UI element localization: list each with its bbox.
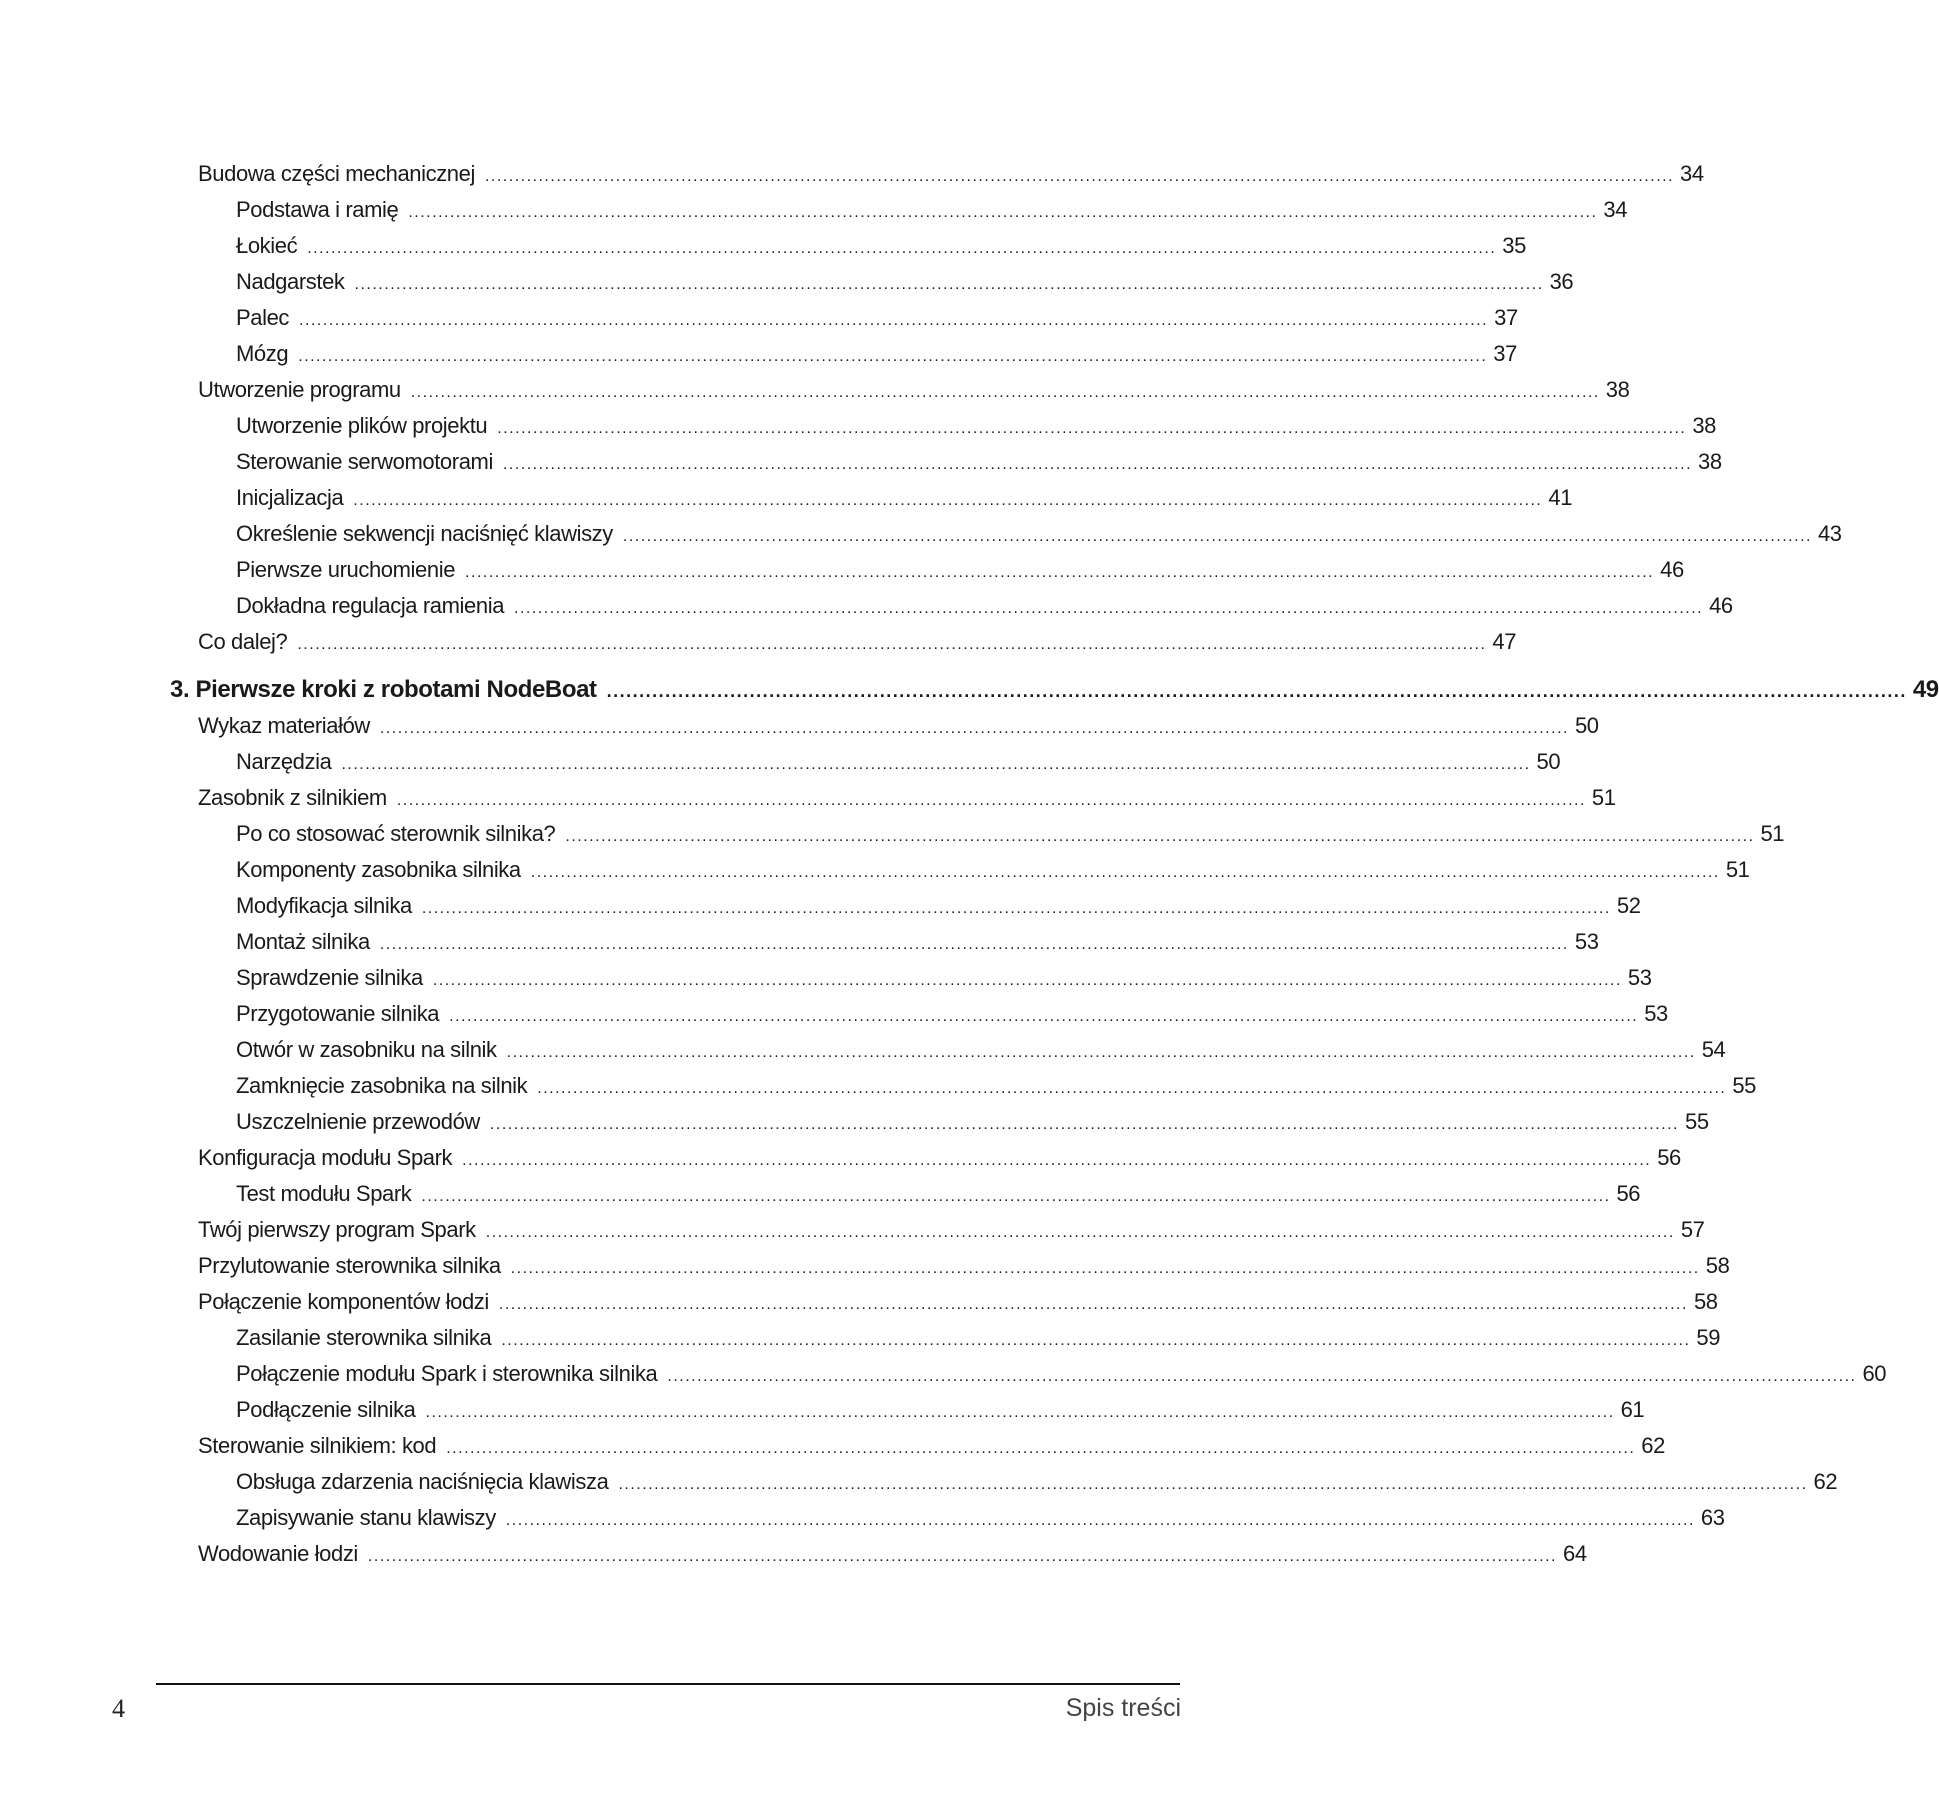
toc-entry-title: Narzędzia — [236, 749, 332, 774]
toc-entry — [236, 480, 1573, 516]
dot-leader: ........................................................................................................................................................................................................ — [410, 384, 1600, 401]
toc-entry-page: 36 — [1549, 269, 1574, 294]
toc-entry-page: 57 — [1680, 1217, 1705, 1242]
toc-entry — [236, 1320, 1721, 1356]
dot-leader: ........................................................................................................................................................................................................ — [379, 936, 1569, 953]
toc-entry-title: Połączenie komponentów łodzi — [198, 1289, 489, 1314]
toc-entry-page: 63 — [1700, 1505, 1725, 1530]
dot-leader: ........................................................................................................................................................................................................ — [298, 348, 1488, 365]
toc-entry — [198, 1248, 1730, 1284]
toc-entry-page: 62 — [1813, 1469, 1838, 1494]
toc-entry — [198, 1140, 1681, 1176]
toc-entry-page: 50 — [1574, 713, 1599, 738]
dot-leader: ........................................................................................................................................................................................................ — [606, 681, 1907, 701]
toc-entry — [236, 228, 1526, 264]
toc-entry-title: Konfiguracja modułu Spark — [198, 1145, 453, 1170]
dot-leader: ........................................................................................................................................................................................................ — [297, 636, 1487, 653]
toc-chapter-entry — [170, 672, 1939, 708]
toc-entry — [198, 1536, 1587, 1572]
toc-entry-title: Połączenie modułu Spark i sterownika silnika — [236, 1361, 658, 1386]
toc-entry-page: 38 — [1605, 377, 1630, 402]
toc-entry — [236, 744, 1561, 780]
dot-leader: ........................................................................................................................................................................................................ — [505, 1512, 1695, 1529]
dot-leader: ........................................................................................................................................................................................................ — [618, 1476, 1808, 1493]
dot-leader: ........................................................................................................................................................................................................ — [465, 564, 1655, 581]
toc-entry — [236, 336, 1517, 372]
toc-entry-title: Budowa części mechanicznej — [198, 161, 475, 186]
toc-entry — [236, 852, 1750, 888]
toc-entry-title: Zasilanie sterownika silnika — [236, 1325, 492, 1350]
toc-entry-page: 51 — [1725, 857, 1750, 882]
toc-entry — [236, 264, 1574, 300]
running-footer-title: Spis treści — [1065, 1694, 1181, 1722]
toc-entry — [236, 1032, 1726, 1068]
dot-leader: ........................................................................................................................................................................................................ — [449, 1008, 1639, 1025]
toc-entry-page: 53 — [1644, 1001, 1668, 1026]
toc-entry-page: 58 — [1693, 1289, 1718, 1314]
toc-entry-title: Uszczelnienie przewodów — [236, 1109, 480, 1134]
page-number: 4 — [112, 1694, 125, 1723]
toc-entry-title: Zapisywanie stanu klawiszy — [236, 1505, 496, 1530]
toc-entry-page: 59 — [1696, 1325, 1721, 1350]
toc-entry — [198, 156, 1704, 192]
toc-entry-page: 46 — [1660, 557, 1684, 582]
toc-entry — [198, 1212, 1705, 1248]
dot-leader: ........................................................................................................................................................................................................ — [510, 1260, 1700, 1277]
toc-entry — [236, 444, 1722, 480]
toc-entry-title: Wodowanie łodzi — [198, 1541, 358, 1566]
toc-entry — [236, 516, 1842, 552]
toc-entry — [236, 588, 1733, 624]
toc-entry-title: Co dalej? — [198, 629, 288, 654]
toc-entry-page: 38 — [1692, 413, 1717, 438]
dot-leader: ........................................................................................................................................................................................................ — [565, 828, 1755, 845]
dot-leader: ........................................................................................................................................................................................................ — [379, 720, 1569, 737]
toc-entry-title: Podstawa i ramię — [236, 197, 399, 222]
dot-leader: ........................................................................................................................................................................................................ — [425, 1404, 1615, 1421]
dot-leader: ........................................................................................................................................................................................................ — [432, 972, 1622, 989]
toc-entry-page: 56 — [1657, 1145, 1681, 1170]
toc-entry-page: 37 — [1493, 341, 1517, 366]
dot-leader: ........................................................................................................................................................................................................ — [489, 1116, 1679, 1133]
dot-leader: ........................................................................................................................................................................................................ — [498, 1296, 1688, 1313]
toc-entry-title: Obsługa zdarzenia naciśnięcia klawisza — [236, 1469, 609, 1494]
dot-leader: ........................................................................................................................................................................................................ — [506, 1044, 1696, 1061]
toc-entry-page: 52 — [1616, 893, 1641, 918]
toc-entry — [236, 1356, 1887, 1392]
toc-entry-page: 61 — [1620, 1397, 1645, 1422]
toc-entry-title: Otwór w zasobniku na silnik — [236, 1037, 497, 1062]
toc-entry-page: 47 — [1492, 629, 1517, 654]
toc-entry — [236, 1500, 1725, 1536]
dot-leader: ........................................................................................................................................................................................................ — [353, 492, 1543, 509]
toc-entry-page: 53 — [1627, 965, 1652, 990]
dot-leader: ........................................................................................................................................................................................................ — [622, 528, 1812, 545]
toc-entry-page: 51 — [1760, 821, 1785, 846]
toc-entry-title: Inicjalizacja — [236, 485, 344, 510]
toc-entry-page: 34 — [1603, 197, 1628, 222]
toc-entry-page: 53 — [1574, 929, 1599, 954]
dot-leader: ........................................................................................................................................................................................................ — [514, 600, 1704, 617]
toc-entry-title: Po co stosować sterownik silnika? — [236, 821, 556, 846]
toc-entry-title: Sprawdzenie silnika — [236, 965, 423, 990]
toc-entry — [198, 1284, 1718, 1320]
toc-entry-title: Komponenty zasobnika silnika — [236, 857, 521, 882]
toc-entry — [236, 888, 1641, 924]
toc-entry-title: Przylutowanie sterownika silnika — [198, 1253, 501, 1278]
toc-entry-page: 55 — [1684, 1109, 1709, 1134]
dot-leader: ........................................................................................................................................................................................................ — [367, 1548, 1557, 1565]
toc-entry — [236, 552, 1684, 588]
toc-entry-title: Zasobnik z silnikiem — [198, 785, 387, 810]
toc-entry-page: 46 — [1709, 593, 1733, 618]
toc-entry-page: 34 — [1680, 161, 1704, 186]
toc-entry-title: Wykaz materiałów — [198, 713, 370, 738]
dot-leader: ........................................................................................................................................................................................................ — [462, 1152, 1652, 1169]
dot-leader: ........................................................................................................................................................................................................ — [530, 864, 1720, 881]
toc-entry-page: 51 — [1591, 785, 1616, 810]
dot-leader: ........................................................................................................................................................................................................ — [484, 168, 1675, 185]
toc-entry — [198, 372, 1630, 408]
toc-entry-title: Modyfikacja silnika — [236, 893, 412, 918]
toc-entry — [236, 1068, 1756, 1104]
dot-leader: ........................................................................................................................................................................................................ — [497, 420, 1687, 437]
toc-entry-title: Określenie sekwencji naciśnięć klawiszy — [236, 521, 613, 546]
toc-entry — [236, 996, 1668, 1032]
dot-leader: ........................................................................................................................................................................................................ — [299, 312, 1489, 329]
toc-entry — [198, 1428, 1665, 1464]
toc-entry — [198, 624, 1517, 660]
dot-leader: ........................................................................................................................................................................................................ — [354, 276, 1544, 293]
toc-entry-title: Podłączenie silnika — [236, 1397, 416, 1422]
toc-entry — [236, 816, 1785, 852]
dot-leader: ........................................................................................................................................................................................................ — [408, 204, 1598, 221]
toc-entry — [236, 408, 1717, 444]
toc-entry — [236, 192, 1628, 228]
dot-leader: ........................................................................................................................................................................................................ — [502, 456, 1693, 473]
footer-divider — [156, 1683, 1180, 1685]
toc-entry-page: 35 — [1502, 233, 1526, 258]
toc-entry-title: Mózg — [236, 341, 289, 366]
toc-entry-page: 54 — [1701, 1037, 1726, 1062]
toc-entry-title: Łokieć — [236, 233, 298, 258]
toc-entry-title: Utworzenie plików projektu — [236, 413, 488, 438]
toc-entry-title: Twój pierwszy program Spark — [198, 1217, 476, 1242]
toc-entry-title: Test modułu Spark — [236, 1181, 412, 1206]
toc-entry — [236, 960, 1652, 996]
toc-entry — [236, 924, 1599, 960]
toc-entry-page: 43 — [1817, 521, 1842, 546]
toc-entry-page: 58 — [1705, 1253, 1730, 1278]
toc-entry-page: 50 — [1536, 749, 1561, 774]
dot-leader: ........................................................................................................................................................................................................ — [485, 1224, 1675, 1241]
toc-entry-title: Pierwsze uruchomienie — [236, 557, 456, 582]
toc-entry-page: 41 — [1548, 485, 1573, 510]
toc-entry-title: Utworzenie programu — [198, 377, 401, 402]
toc-entry-title: Nadgarstek — [236, 269, 345, 294]
dot-leader: ........................................................................................................................................................................................................ — [421, 900, 1611, 917]
toc-entry — [236, 1392, 1645, 1428]
dot-leader: ........................................................................................................................................................................................................ — [446, 1440, 1636, 1457]
toc-entry — [236, 1176, 1641, 1212]
toc-entry — [236, 1104, 1709, 1140]
dot-leader: ........................................................................................................................................................................................................ — [396, 792, 1586, 809]
toc-entry-title: Przygotowanie silnika — [236, 1001, 440, 1026]
toc-entry-title: Palec — [236, 305, 290, 330]
toc-entry — [198, 780, 1616, 816]
dot-leader: ........................................................................................................................................................................................................ — [341, 756, 1531, 773]
dot-leader: ........................................................................................................................................................................................................ — [667, 1368, 1857, 1385]
toc-entry-title: Montaż silnika — [236, 929, 370, 954]
toc-entry — [198, 708, 1599, 744]
dot-leader: ........................................................................................................................................................................................................ — [501, 1332, 1691, 1349]
toc-entry-title: Dokładna regulacja ramienia — [236, 593, 505, 618]
toc-entry-page: 38 — [1698, 449, 1722, 474]
toc-entry-page: 55 — [1732, 1073, 1756, 1098]
toc-entry-page: 49 — [1912, 676, 1939, 703]
toc-entry-title: 3. Pierwsze kroki z robotami NodeBoat — [170, 676, 597, 703]
toc-entry-page: 60 — [1862, 1361, 1887, 1386]
toc-entry — [236, 1464, 1838, 1500]
toc-entry-title: Zamknięcie zasobnika na silnik — [236, 1073, 528, 1098]
toc-entry-page: 62 — [1641, 1433, 1665, 1458]
toc-entry-title: Sterowanie silnikiem: kod — [198, 1433, 437, 1458]
dot-leader: ........................................................................................................................................................................................................ — [307, 240, 1497, 257]
toc-entry-page: 64 — [1562, 1541, 1587, 1566]
toc-entry-title: Sterowanie serwomotorami — [236, 449, 493, 474]
toc-entry-page: 37 — [1494, 305, 1518, 330]
dot-leader: ........................................................................................................................................................................................................ — [537, 1080, 1727, 1097]
toc-entry-page: 56 — [1616, 1181, 1641, 1206]
dot-leader: ........................................................................................................................................................................................................ — [421, 1188, 1611, 1205]
toc-entry — [236, 300, 1518, 336]
